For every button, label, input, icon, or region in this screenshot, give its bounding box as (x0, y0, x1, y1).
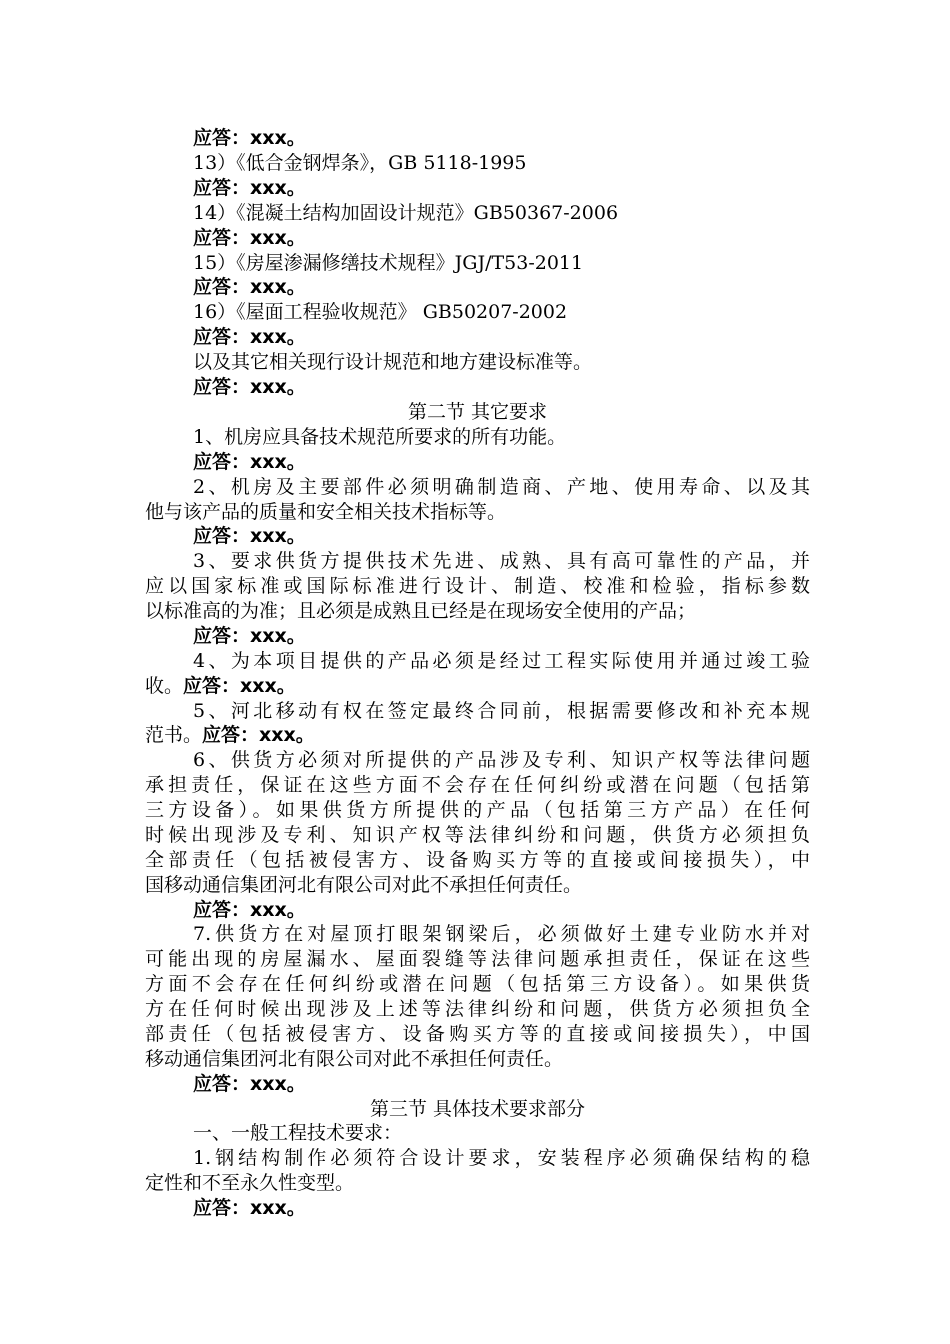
paragraph-text: 收。 (145, 675, 184, 697)
paragraph-line: 方面不会存在任何纠纷或潜在问题（包括第三方设备）。如果供货 (145, 973, 810, 995)
paragraph-line: 3、要求供货方提供技术先进、成熟、具有高可靠性的产品，并 (193, 550, 810, 572)
paragraph-line: 国移动通信集团河北有限公司对此不承担任何责任。 (145, 874, 583, 896)
paragraph-line: 他与该产品的质量和安全相关技术指标等。 (145, 501, 507, 523)
standard-item: 13）《低合金钢焊条》，GB 5118-1995 (193, 152, 527, 174)
answer-line: 应答：xxx。 (193, 227, 306, 249)
answer-line: 应答：xxx。 (193, 1073, 306, 1095)
paragraph-text: 范书。 (145, 724, 203, 746)
paragraph-line: 5、河北移动有权在签定最终合同前，根据需要修改和补充本规 (193, 700, 810, 722)
paragraph-line: 部责任（包括被侵害方、设备购买方等的直接或间接损失），中国 (145, 1023, 810, 1045)
paragraph-line: 1、机房应具备技术规范所要求的所有功能。 (193, 426, 567, 448)
answer-line: 应答：xxx。 (193, 376, 306, 398)
answer-line: 应答：xxx。 (193, 1197, 306, 1219)
paragraph-line: 时候出现涉及专利、知识产权等法律纠纷和问题，供货方必须担负 (145, 824, 810, 846)
paragraph-line (145, 723, 810, 747)
paragraph-line: 移动通信集团河北有限公司对此不承担任何责任。 (145, 1048, 564, 1070)
answer-line: 应答：xxx。 (193, 127, 306, 149)
paragraph-line: 全部责任（包括被侵害方、设备购买方等的直接或间接损失），中 (145, 849, 810, 871)
paragraph-line: 承担责任，保证在这些方面不会存在任何纠纷或潜在问题（包括第 (145, 774, 810, 796)
paragraph-line: 应以国家标准或国际标准进行设计、制造、校准和检验，指标参数 (145, 575, 810, 597)
paragraph-line: 方在任何时候出现涉及上述等法律纠纷和问题，供货方必须担负全 (145, 998, 810, 1020)
answer-line: 应答：xxx。 (193, 276, 306, 298)
standard-item: 以及其它相关现行设计规范和地方建设标准等。 (193, 351, 593, 373)
answer-inline: 应答：xxx。 (183, 675, 296, 697)
paragraph-line: 可能出现的房屋漏水、屋面裂缝等法律问题承担责任，保证在这些 (145, 948, 810, 970)
paragraph-line: 1.钢结构制作必须符合设计要求，安装程序必须确保结构的稳 (193, 1147, 810, 1169)
section-title: 第三节 具体技术要求部分 (369, 1098, 586, 1120)
paragraph-line: 6、供货方必须对所提供的产品涉及专利、知识产权等法律问题 (193, 749, 810, 771)
answer-line: 应答：xxx。 (193, 899, 306, 921)
answer-inline: 应答：xxx。 (202, 724, 315, 746)
standard-item: 16）《屋面工程验收规范》 GB50207-2002 (193, 301, 568, 323)
answer-line: 应答：xxx。 (193, 326, 306, 348)
paragraph-line: 7.供货方在对屋顶打眼架钢梁后，必须做好土建专业防水并对 (193, 923, 810, 945)
section-title: 第二节 其它要求 (407, 401, 548, 423)
standard-item: 15）《房屋渗漏修缮技术规程》JGJ/T53-2011 (193, 252, 584, 274)
paragraph-line (145, 674, 810, 698)
subsection-heading: 一、一般工程技术要求： (193, 1122, 403, 1144)
answer-line: 应答：xxx。 (193, 625, 306, 647)
paragraph-line: 2、机房及主要部件必须明确制造商、产地、使用寿命、以及其 (193, 476, 810, 498)
paragraph-line: 4、为本项目提供的产品必须是经过工程实际使用并通过竣工验 (193, 650, 810, 672)
answer-line: 应答：xxx。 (193, 451, 306, 473)
paragraph-line: 三方设备）。如果供货方所提供的产品（包括第三方产品）在任何 (145, 799, 810, 821)
answer-line: 应答：xxx。 (193, 177, 306, 199)
standard-item: 14）《混凝土结构加固设计规范》GB50367-2006 (193, 202, 619, 224)
paragraph-line: 定性和不至永久性变型。 (145, 1172, 355, 1194)
answer-line: 应答：xxx。 (193, 525, 306, 547)
paragraph-line: 以标准高的为准；且必须是成熟且已经是在现场安全使用的产品； (145, 600, 697, 622)
